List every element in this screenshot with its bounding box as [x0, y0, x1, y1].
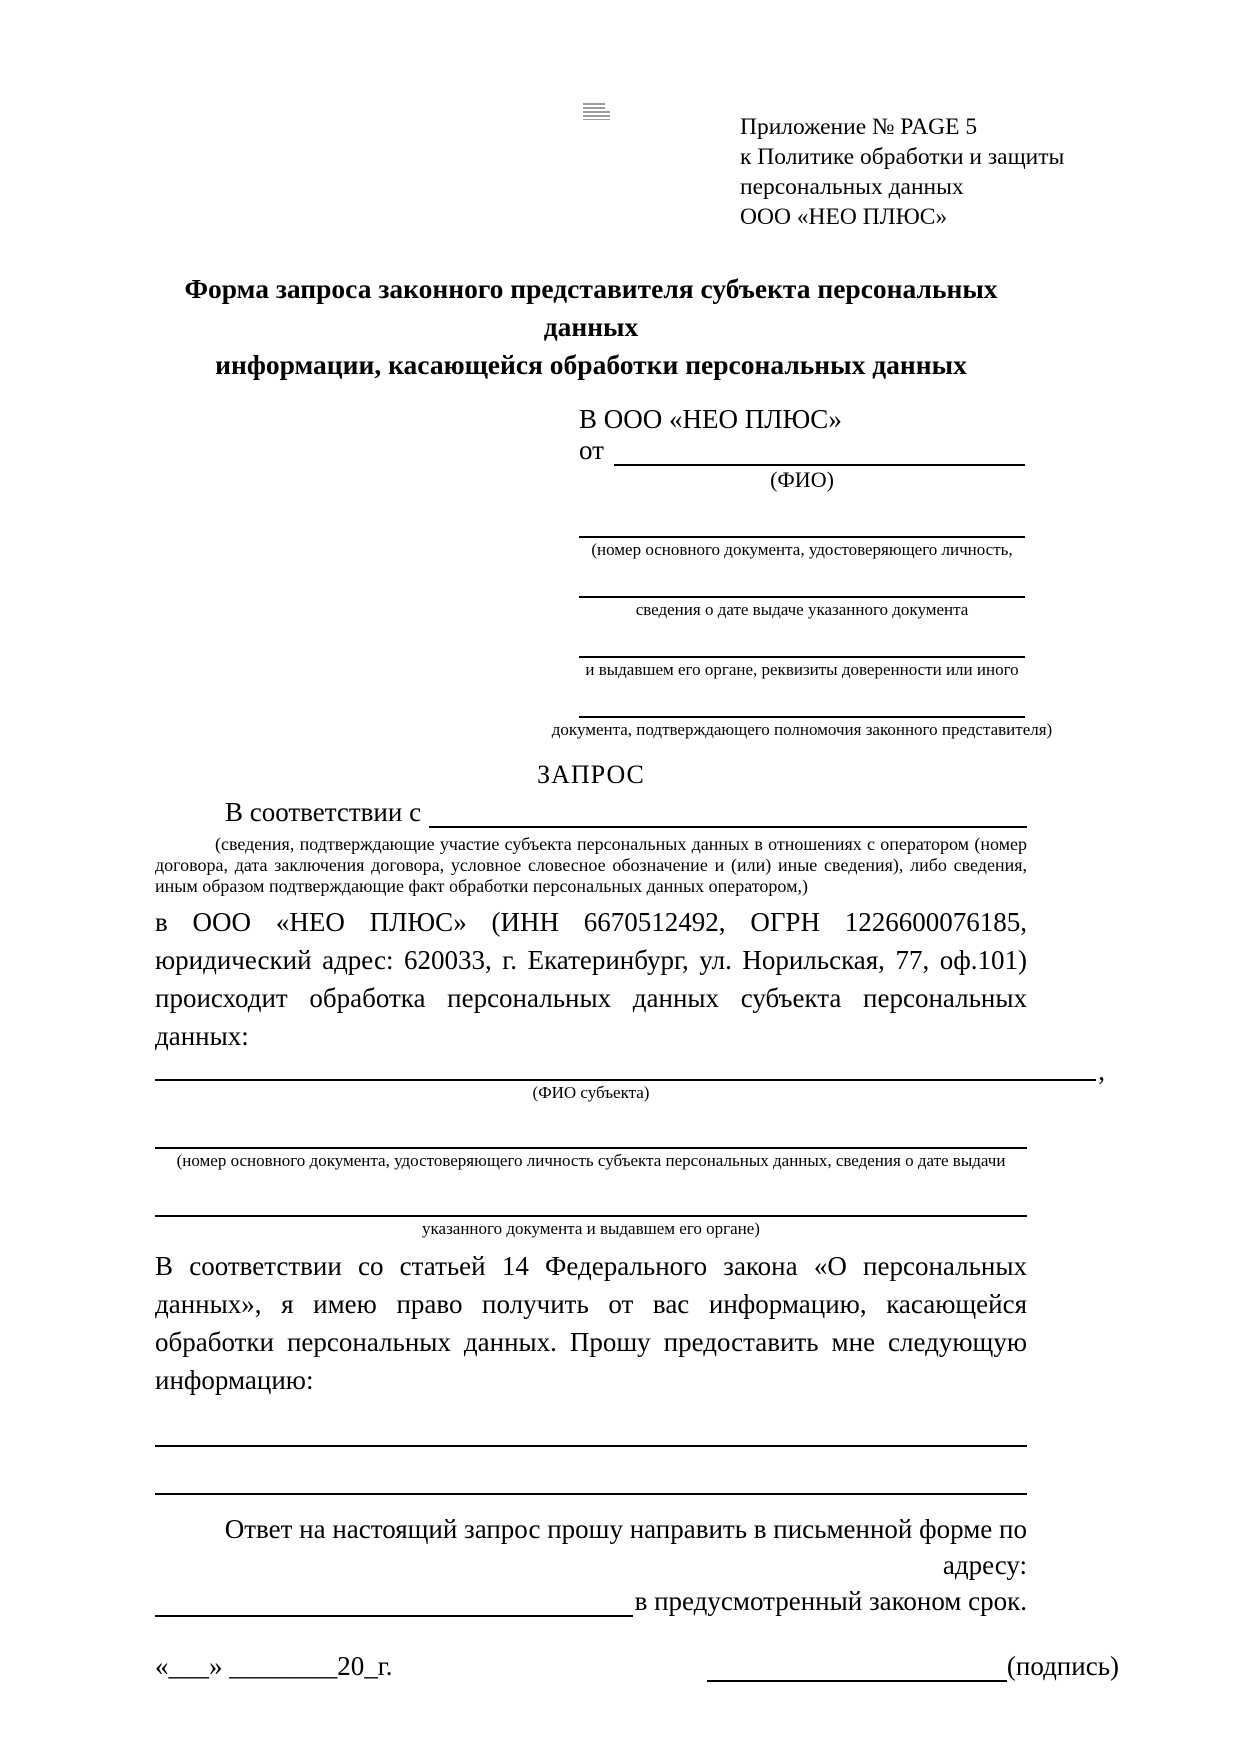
blank-field-requested-info-2	[155, 1447, 1027, 1495]
subject-name-row	[155, 1055, 1105, 1086]
document-title	[155, 270, 1027, 384]
field-code-marker-icon	[583, 103, 610, 120]
blank-caption-pair	[579, 574, 1025, 622]
subject-name-trailing-comma: ,	[1098, 1056, 1105, 1086]
response-deadline-row	[155, 1583, 1027, 1617]
blank-field-signature	[707, 1654, 1007, 1682]
blank-field-response-address	[155, 1615, 633, 1617]
law-paragraph: В соответствии со статьей 14 Федерального закона «О персональных данных», я имею право получить от вас информацию, касающейся обработки персональных данных. Прошу предоставить мне следующую информацию:	[155, 1251, 1027, 1395]
from-label: от	[579, 435, 604, 465]
caption-subject-doc-number: (номер основного документа, удостоверяющего личность субъекта персональных данных, сведения о дате выдачи	[176, 1151, 1006, 1170]
blank-field-issuing-authority	[579, 634, 1025, 658]
request-heading: ЗАПРОС	[537, 760, 645, 789]
signature-caption: (подпись)	[1006, 1651, 1119, 1681]
blank-field-authority-document	[579, 694, 1025, 718]
response-deadline-text: в предусмотренный законом срок.	[634, 1586, 1027, 1616]
date-blank-line: «___» ________20_г.	[155, 1651, 393, 1681]
blank-field-requested-info-1	[155, 1399, 1027, 1447]
header-line-appendix: Приложение № PAGE 5	[740, 114, 978, 140]
date-signature-row	[155, 1651, 1119, 1682]
caption-doc-issue-date: сведения о дате выдаче указанного документа	[635, 600, 969, 619]
document-title-line-1: Форма запроса законного представителя субъекта персональных данных	[184, 273, 998, 342]
addressee-to: В ООО «НЕО ПЛЮС»	[579, 404, 842, 434]
intro-row	[155, 796, 1027, 828]
caption-issuing-authority: и выдавшем его органе, реквизиты доверенности или иного	[585, 660, 1019, 679]
blank-field-subject-doc-issuer	[155, 1187, 1027, 1217]
caption-subject-doc-issuer: указанного документа и выдавшем его органе)	[422, 1219, 760, 1238]
header-line-company: ООО «НЕО ПЛЮС»	[740, 204, 948, 230]
caption-doc-number: (номер основного документа, удостоверяющего личность,	[591, 540, 1013, 559]
addressee-block	[551, 402, 1053, 742]
blank-field-relation-details	[429, 826, 1027, 828]
blank-caption-pair	[551, 694, 1053, 742]
from-row	[579, 436, 1025, 466]
header-line-policy: к Политике обработки и защиты	[740, 144, 1065, 170]
signature-group	[707, 1651, 1119, 1682]
operator-paragraph: в ООО «НЕО ПЛЮС» (ИНН 6670512492, ОГРН 1226600076185, юридический адрес: 620033, г. Екатеринбург, ул. Норильская, 77, оф.101) происходит обработка персональных данных субъекта персональных данных:	[155, 907, 1027, 1051]
blank-caption-pair	[579, 634, 1025, 682]
blank-field-doc-issue-date	[579, 574, 1025, 598]
caption-subject-fio: (ФИО субъекта)	[532, 1083, 650, 1102]
response-address-line: Ответ на настоящий запрос прошу направить в письменной форме по адресу:	[224, 1514, 1027, 1580]
intro-label: В соответствии с	[225, 797, 422, 827]
document-title-line-2: информации, касающейся обработки персональных данных	[215, 349, 967, 380]
header-appendix-block	[740, 112, 1064, 232]
fine-print-note: (сведения, подтверждающие участие субъекта персональных данных в отношениях с оператором (номер договора, дата заключения договора, условное словесное обозначение и (или) иные сведения), либо сведения, иным образом подтверждающие факт обработки персональных данных оператором,)	[155, 834, 1027, 896]
caption-authority-document: документа, подтверждающего полномочия законного представителя)	[551, 720, 1053, 739]
blank-field-representative-doc-number	[579, 514, 1025, 538]
header-line-personal-data: персональных данных	[740, 174, 964, 200]
blank-field-subject-doc-number	[155, 1119, 1027, 1149]
document-body	[155, 270, 1119, 1682]
caption-fio: (ФИО)	[770, 467, 834, 492]
